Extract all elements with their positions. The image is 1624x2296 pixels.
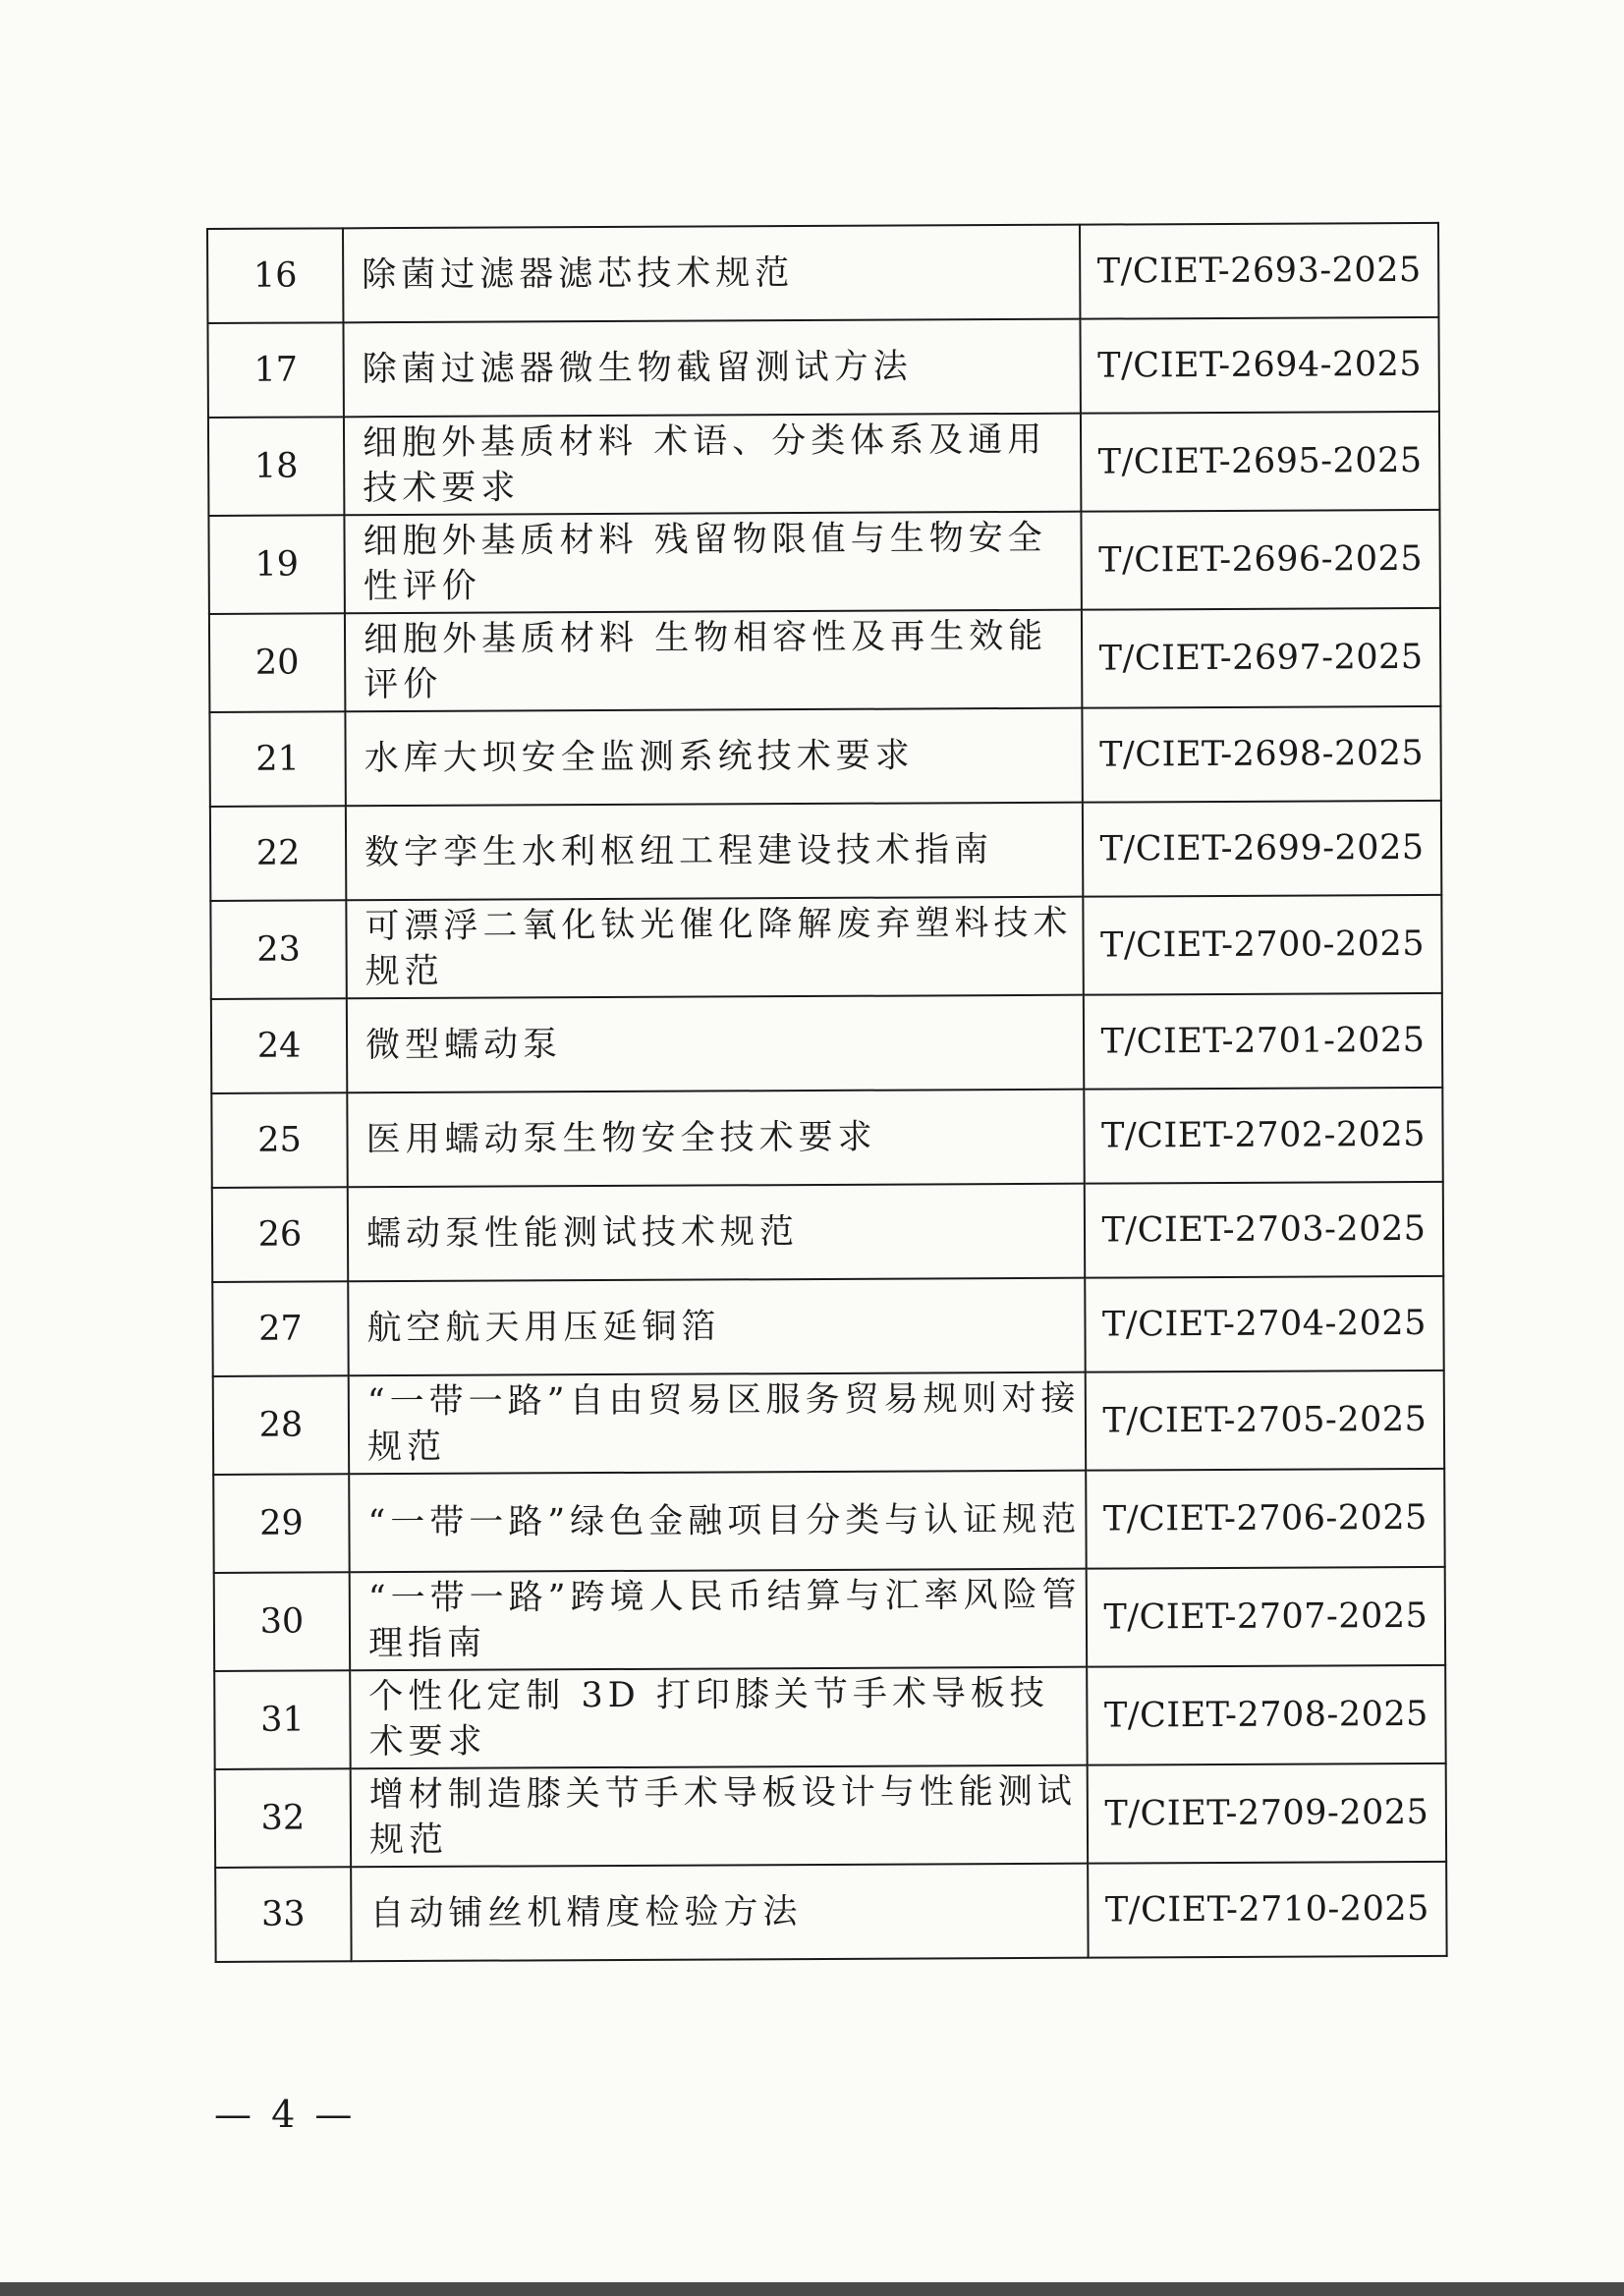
row-number: 18 (208, 417, 344, 516)
row-number: 16 (207, 228, 343, 323)
standard-name: 细胞外基质材料 残留物限值与生物安全性评价 (344, 512, 1081, 614)
table-row (215, 1764, 1446, 1868)
standard-code: T/CIET-2696-2025 (1081, 510, 1439, 610)
standard-code: T/CIET-2704-2025 (1085, 1276, 1443, 1372)
standard-code: T/CIET-2697-2025 (1082, 608, 1440, 708)
table-row (212, 1182, 1443, 1282)
row-number: 23 (210, 900, 346, 999)
standard-code: T/CIET-2707-2025 (1087, 1567, 1445, 1667)
table-row (211, 1088, 1442, 1188)
table-row (210, 801, 1441, 901)
table-row (215, 1862, 1446, 1962)
table-row (208, 412, 1439, 516)
standard-code: T/CIET-2701-2025 (1084, 993, 1442, 1090)
row-number: 21 (209, 711, 345, 807)
standard-name: 航空航天用压延铜箔 (348, 1278, 1085, 1376)
standard-name: 可漂浮二氧化钛光催化降解废弃塑料技术规范 (346, 897, 1083, 999)
row-number: 24 (211, 998, 347, 1093)
standard-code: T/CIET-2708-2025 (1087, 1665, 1445, 1765)
row-number: 19 (208, 515, 344, 614)
row-number: 29 (213, 1474, 349, 1573)
standard-name: 细胞外基质材料 术语、分类体系及通用技术要求 (344, 414, 1081, 516)
row-number: 27 (212, 1281, 348, 1376)
row-number: 25 (211, 1092, 347, 1188)
standard-name: “一带一路”绿色金融项目分类与认证规范 (349, 1471, 1086, 1573)
table-row (213, 1371, 1444, 1475)
row-number: 31 (214, 1670, 350, 1769)
table-row (214, 1567, 1445, 1671)
standards-table (206, 222, 1448, 1963)
page-number: — 4 — (214, 2093, 357, 2136)
standard-code: T/CIET-2699-2025 (1083, 801, 1441, 897)
table-row (211, 993, 1442, 1093)
standard-code: T/CIET-2698-2025 (1082, 706, 1440, 803)
standard-name: 蠕动泵性能测试技术规范 (348, 1184, 1085, 1282)
table-row (207, 317, 1438, 418)
standard-name: 微型蠕动泵 (347, 995, 1084, 1093)
standard-code: T/CIET-2709-2025 (1088, 1764, 1446, 1864)
standard-name: 水库大坝安全监测系统技术要求 (345, 708, 1082, 807)
table-row (213, 1469, 1444, 1573)
standard-name: 增材制造膝关节手术导板设计与性能测试规范 (351, 1765, 1088, 1868)
standard-name: 除菌过滤器微生物截留测试方法 (343, 319, 1080, 418)
standard-name: “一带一路”自由贸易区服务贸易规则对接规范 (349, 1372, 1086, 1475)
scan-bottom-edge (0, 2282, 1624, 2296)
standard-code: T/CIET-2706-2025 (1086, 1469, 1444, 1569)
standard-code: T/CIET-2702-2025 (1084, 1088, 1442, 1184)
table-row (209, 706, 1440, 807)
standard-name: 数字孪生水利枢纽工程建设技术指南 (346, 803, 1083, 901)
standard-name: 自动铺丝机精度检验方法 (351, 1864, 1088, 1962)
standard-name: 除菌过滤器滤芯技术规范 (343, 225, 1080, 323)
table-row (209, 608, 1440, 712)
standard-name: 个性化定制 3D 打印膝关节手术导板技术要求 (350, 1667, 1087, 1769)
table-row (212, 1276, 1443, 1376)
row-number: 33 (215, 1867, 351, 1962)
row-number: 30 (214, 1572, 350, 1671)
standard-code: T/CIET-2710-2025 (1088, 1862, 1446, 1958)
row-number: 20 (209, 613, 345, 712)
standard-code: T/CIET-2693-2025 (1080, 223, 1438, 319)
standard-name: 医用蠕动泵生物安全技术要求 (347, 1090, 1084, 1188)
table-row (208, 510, 1439, 614)
row-number: 26 (212, 1187, 348, 1282)
row-number: 28 (213, 1375, 349, 1475)
row-number: 32 (215, 1768, 351, 1868)
standard-name: “一带一路”跨境人民币结算与汇率风险管理指南 (350, 1569, 1087, 1671)
table-row (214, 1665, 1445, 1769)
standard-code: T/CIET-2694-2025 (1080, 317, 1438, 414)
table-row (207, 223, 1438, 323)
standard-code: T/CIET-2703-2025 (1085, 1182, 1443, 1278)
standard-code: T/CIET-2700-2025 (1083, 895, 1441, 995)
standard-name: 细胞外基质材料 生物相容性及再生效能评价 (345, 610, 1082, 712)
standard-code: T/CIET-2695-2025 (1081, 412, 1439, 512)
standard-code: T/CIET-2705-2025 (1086, 1371, 1444, 1471)
row-number: 22 (210, 806, 346, 901)
row-number: 17 (207, 322, 343, 418)
table-row (210, 895, 1441, 999)
